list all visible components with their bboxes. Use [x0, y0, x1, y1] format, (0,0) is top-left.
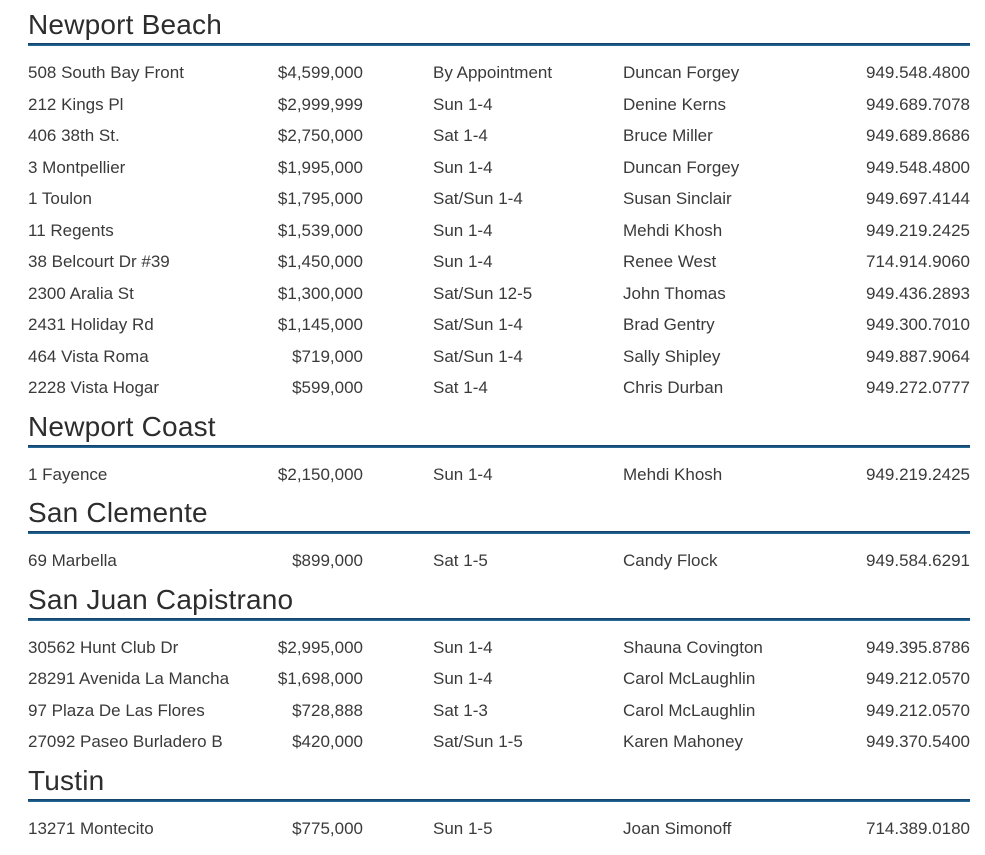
column-spacer: [363, 813, 433, 845]
listing-address: 464 Vista Roma: [28, 346, 149, 366]
city-section: [28, 764, 970, 851]
listing-row: [28, 459, 970, 491]
listing-agent-name: Shauna Covington: [623, 637, 763, 657]
listing-row: [28, 246, 970, 278]
listing-address: 38 Belcourt Dr #39: [28, 252, 170, 271]
listing-agent-name: Sally Shipley: [623, 346, 721, 366]
listing-row: [28, 813, 970, 845]
city-section: [28, 583, 970, 764]
city-section-heading: San Juan Capistrano: [28, 583, 294, 615]
column-spacer: [363, 372, 433, 404]
listing-price: $599,000: [292, 378, 363, 397]
listing-agent-phone: 949.548.4800: [866, 63, 970, 82]
listings-table: [28, 621, 970, 764]
listing-agent-phone: 949.219.2425: [866, 220, 970, 240]
listing-open-house-time: By Appointment: [433, 63, 553, 82]
listing-price: $2,150,000: [277, 464, 363, 484]
column-spacer: [363, 726, 433, 758]
listing-address: 30562 Hunt Club Dr: [28, 637, 179, 657]
listing-agent-name: Brad Gentry: [623, 315, 715, 334]
column-spacer: [363, 341, 433, 373]
listing-row: [28, 152, 970, 184]
listing-address: 97 Plaza De Las Flores: [28, 700, 205, 720]
listing-agent-name: Chris Durban: [623, 378, 724, 397]
listing-row: [28, 663, 970, 695]
listing-row: [28, 726, 970, 758]
listing-address: 27092 Paseo Burladero B: [28, 732, 223, 751]
column-spacer: [363, 545, 433, 577]
listing-agent-name: Mehdi Khosh: [623, 220, 723, 240]
listing-row: [28, 309, 970, 341]
listing-agent-phone: 949.212.0570: [866, 669, 970, 688]
column-spacer: [363, 183, 433, 215]
listing-agent-phone: 949.212.0570: [866, 700, 970, 720]
listing-agent-phone: 949.689.8686: [866, 126, 970, 145]
listing-agent-name: Susan Sinclair: [623, 189, 732, 208]
listing-row: [28, 89, 970, 121]
column-spacer: [363, 695, 433, 727]
listing-open-house-time: Sun 1-4: [433, 252, 493, 271]
listing-address: 1 Fayence: [28, 464, 108, 484]
listing-agent-name: Mehdi Khosh: [623, 464, 723, 484]
listing-open-house-time: Sat/Sun 12-5: [433, 283, 533, 303]
listing-row: [28, 120, 970, 152]
city-section-heading: Newport Coast: [28, 410, 216, 442]
column-spacer: [363, 120, 433, 152]
listing-address: 2431 Holiday Rd: [28, 315, 154, 334]
city-section: [28, 8, 970, 410]
column-spacer: [363, 215, 433, 247]
listing-address: 1 Toulon: [28, 189, 92, 208]
listings-table: [28, 534, 970, 583]
listing-address: 2300 Aralia St: [28, 283, 134, 303]
listing-agent-name: John Thomas: [623, 283, 726, 303]
listing-row: [28, 57, 970, 89]
city-section: [28, 496, 970, 583]
listing-row: [28, 632, 970, 664]
listing-open-house-time: Sun 1-4: [433, 220, 493, 240]
listing-agent-phone: 949.395.8786: [866, 637, 970, 657]
listing-agent-name: Duncan Forgey: [623, 63, 740, 82]
listing-address: 3 Montpellier: [28, 157, 126, 177]
listing-price: $4,599,000: [277, 63, 363, 82]
listing-open-house-time: Sun 1-4: [433, 94, 493, 114]
listing-agent-name: Bruce Miller: [623, 126, 713, 145]
listing-price: $1,995,000: [277, 157, 363, 177]
listing-agent-name: Carol McLaughlin: [623, 669, 756, 688]
listing-agent-name: Karen Mahoney: [623, 732, 744, 751]
listing-open-house-time: Sat 1-4: [433, 126, 488, 145]
listing-address: 508 South Bay Front: [28, 63, 184, 82]
listing-open-house-time: Sun 1-4: [433, 669, 493, 688]
listing-row: [28, 215, 970, 247]
listing-address: 11 Regents: [28, 220, 114, 240]
listing-agent-phone: 949.370.5400: [866, 732, 970, 751]
column-spacer: [363, 278, 433, 310]
column-spacer: [363, 57, 433, 89]
listing-open-house-time: Sun 1-4: [433, 637, 493, 657]
listing-price: $1,300,000: [277, 283, 363, 303]
listing-agent-phone: 949.697.4144: [866, 189, 970, 208]
listing-address: 406 38th St.: [28, 126, 120, 145]
listing-agent-name: Candy Flock: [623, 551, 718, 570]
listing-price: $420,000: [292, 732, 363, 751]
listing-address: 13271 Montecito: [28, 818, 154, 838]
listing-agent-phone: 949.300.7010: [866, 315, 970, 334]
listing-price: $1,450,000: [277, 252, 363, 271]
listing-open-house-time: Sat/Sun 1-4: [433, 189, 523, 208]
listing-open-house-time: Sat 1-3: [433, 700, 488, 720]
listing-open-house-time: Sat/Sun 1-5: [433, 732, 523, 751]
listing-price: $1,539,000: [277, 220, 363, 240]
column-spacer: [363, 663, 433, 695]
listing-price: $1,145,000: [277, 315, 363, 334]
listing-open-house-time: Sun 1-4: [433, 157, 493, 177]
listing-row: [28, 372, 970, 404]
column-spacer: [363, 459, 433, 491]
listings-table: [28, 802, 970, 851]
listing-open-house-time: Sat/Sun 1-4: [433, 346, 523, 366]
listing-address: 2228 Vista Hogar: [28, 378, 160, 397]
city-section-heading: Tustin: [28, 764, 105, 796]
listing-row: [28, 695, 970, 727]
listing-price: $899,000: [292, 551, 363, 570]
listing-agent-name: Carol McLaughlin: [623, 700, 756, 720]
listing-address: 28291 Avenida La Mancha: [28, 669, 230, 688]
listing-agent-name: Duncan Forgey: [623, 157, 740, 177]
listing-price: $2,995,000: [277, 637, 363, 657]
listing-row: [28, 278, 970, 310]
listing-address: 69 Marbella: [28, 551, 117, 570]
listing-agent-name: Renee West: [623, 252, 717, 271]
listing-price: $728,888: [292, 700, 363, 720]
listing-price: $719,000: [292, 346, 363, 366]
column-spacer: [363, 246, 433, 278]
listings-table: [28, 448, 970, 497]
listing-open-house-time: Sat 1-5: [433, 551, 488, 570]
listing-price: $2,999,999: [277, 94, 363, 114]
listing-open-house-time: Sat 1-4: [433, 378, 488, 397]
listing-agent-name: Joan Simonoff: [623, 818, 732, 838]
listing-row: [28, 545, 970, 577]
listing-row: [28, 183, 970, 215]
listing-price: $775,000: [292, 818, 363, 838]
city-section: [28, 410, 970, 497]
listings-table: [28, 46, 970, 410]
city-section-heading: San Clemente: [28, 497, 208, 528]
city-section-heading: Newport Beach: [28, 9, 223, 40]
column-spacer: [363, 89, 433, 121]
column-spacer: [363, 632, 433, 664]
listing-open-house-time: Sun 1-4: [433, 464, 493, 484]
listing-agent-name: Denine Kerns: [623, 94, 727, 114]
listing-agent-phone: 949.887.9064: [866, 346, 970, 366]
listing-agent-phone: 949.584.6291: [866, 551, 970, 570]
listing-price: $2,750,000: [277, 126, 363, 145]
listing-agent-phone: 714.914.9060: [866, 252, 970, 271]
listing-price: $1,698,000: [277, 669, 363, 688]
listing-agent-phone: 949.272.0777: [866, 378, 970, 397]
listing-agent-phone: 949.219.2425: [866, 464, 970, 484]
listing-address: 212 Kings Pl: [28, 94, 124, 114]
listing-agent-phone: 949.689.7078: [866, 94, 970, 114]
listing-open-house-time: Sat/Sun 1-4: [433, 315, 523, 334]
column-spacer: [363, 152, 433, 184]
listing-price: $1,795,000: [277, 189, 363, 208]
listing-open-house-time: Sun 1-5: [433, 818, 493, 838]
listing-agent-phone: 949.548.4800: [866, 157, 970, 177]
listing-row: [28, 341, 970, 373]
listing-agent-phone: 949.436.2893: [866, 283, 970, 303]
column-spacer: [363, 309, 433, 341]
listing-agent-phone: 714.389.0180: [866, 818, 970, 838]
